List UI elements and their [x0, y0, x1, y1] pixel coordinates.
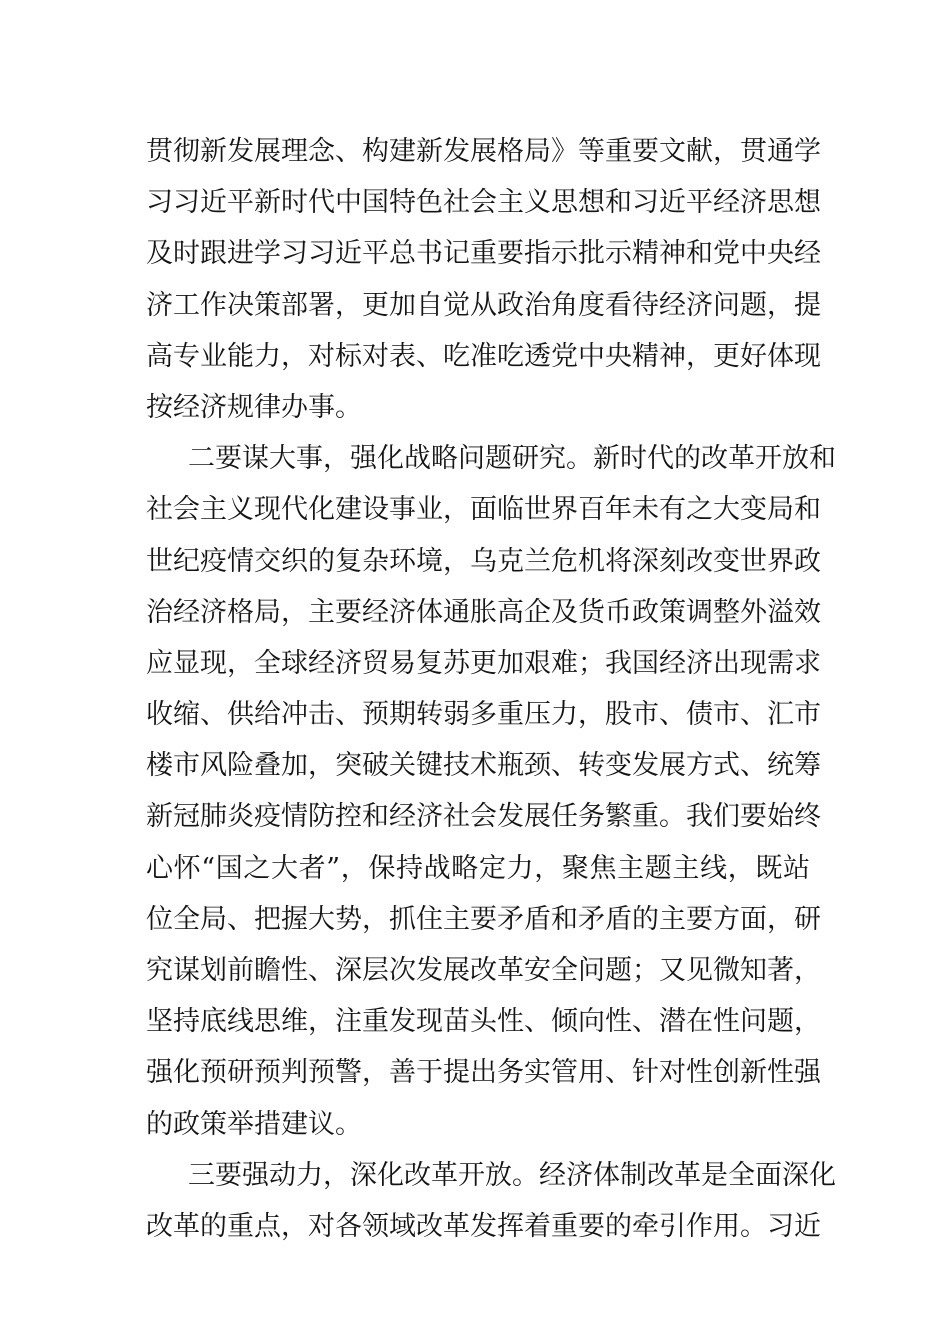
text-line: 改革的重点，对各领域改革发挥着重要的牵引作用。习近: [146, 1210, 821, 1242]
text-line: 济工作决策部署，更加自觉从政治角度看待经济问题，提: [146, 289, 821, 321]
text-line: 社会主义现代化建设事业，面临世界百年未有之大变局和: [146, 494, 821, 526]
text-line: 的政策举措建议。: [146, 1108, 362, 1140]
text-line: 应显现，全球经济贸易复苏更加艰难；我国经济出现需求: [146, 647, 821, 679]
text-line: 及时跟进学习习近平总书记重要指示批示精神和党中央经: [146, 238, 821, 270]
text-line: 坚持底线思维，注重发现苗头性、倾向性、潜在性问题，: [146, 1006, 821, 1038]
text-line: 心怀“国之大者”，保持战略定力，聚焦主题主线，既站: [146, 852, 810, 884]
text-line: 习习近平新时代中国特色社会主义思想和习近平经济思想: [146, 187, 821, 219]
text-line: 世纪疫情交织的复杂环境，乌克兰危机将深刻改变世界政: [146, 545, 821, 577]
text-line: 贯彻新发展理念、构建新发展格局》等重要文献，贯通学: [146, 136, 821, 167]
text-line: 治经济格局，主要经济体通胀高企及货币政策调整外溢效: [146, 596, 821, 628]
paragraph-start-line: 二要谋大事，强化战略问题研究。新时代的改革开放和: [188, 443, 836, 475]
text-line: 究谋划前瞻性、深层次发展改革安全问题；又见微知著，: [146, 955, 821, 986]
text-line: 收缩、供给冲击、预期转弱多重压力，股市、债市、汇市: [146, 699, 821, 731]
body-text: [146, 126, 836, 1252]
text-line: 楼市风险叠加，突破关键技术瓶颈、转变发展方式、统筹: [146, 750, 821, 782]
text-line: 位全局、把握大势，抓住主要矛盾和矛盾的主要方面，研: [146, 903, 821, 935]
text-line: 新冠肺炎疫情防控和经济社会发展任务繁重。我们要始终: [146, 801, 821, 833]
paragraph-start-line: 三要强动力，深化改革开放。经济体制改革是全面深化: [188, 1159, 836, 1191]
text-line: 高专业能力，对标对表、吃准吃透党中央精神，更好体现: [146, 340, 821, 372]
text-line: 强化预研预判预警，善于提出务实管用、针对性创新性强: [146, 1057, 821, 1089]
text-line: 按经济规律办事。: [146, 391, 362, 423]
